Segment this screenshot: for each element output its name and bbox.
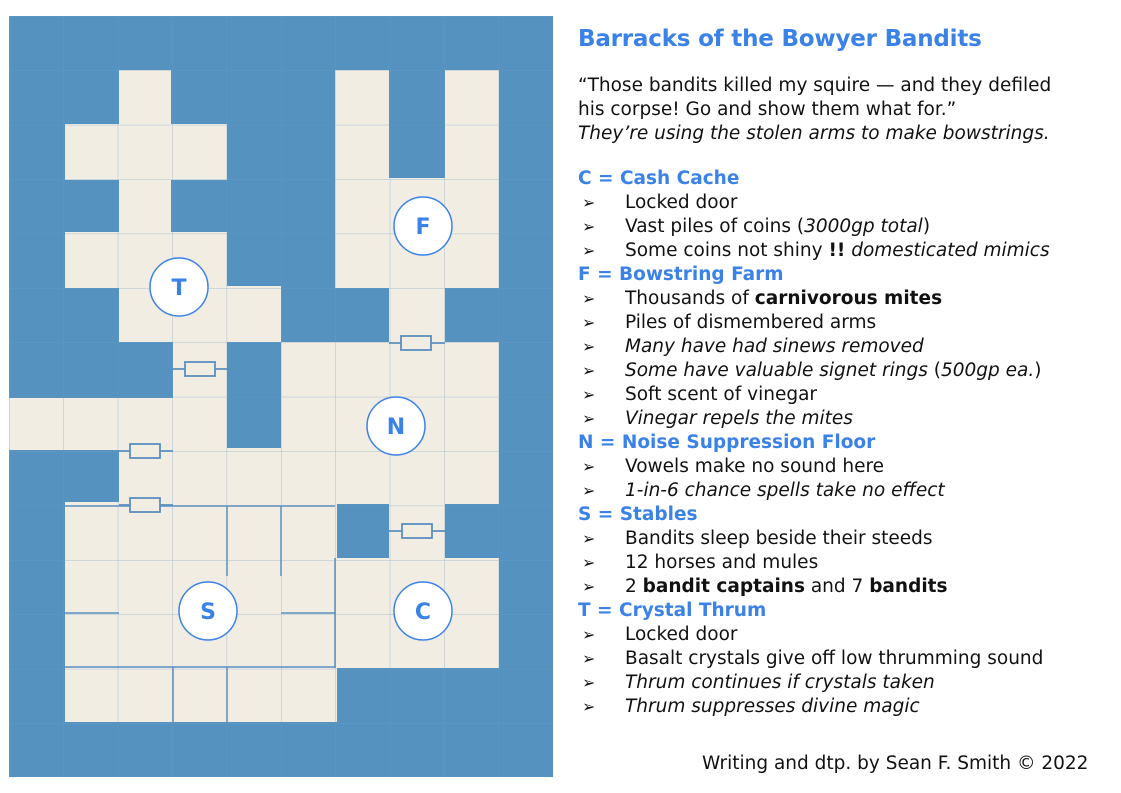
page-title: Barracks of the Bowyer Bandits [578,26,982,52]
svg-text:T: T [171,276,187,301]
arrow-bullet-icon: ➢ [582,529,596,548]
arrow-bullet-icon: ➢ [582,673,596,692]
list-item: ➢ Thrum suppresses divine magic [582,696,920,717]
section-noise-suppression [578,431,1113,503]
key-panel [578,26,1113,719]
arrow-bullet-icon: ➢ [582,361,596,380]
section-heading: S = Stables [578,504,698,525]
room-label-n [367,397,425,455]
list-item: ➢ Basalt crystals give off low thrumming sound [582,648,1044,669]
section-heading: F = Bowstring Farm [578,264,784,285]
room-label-c [394,582,452,640]
list-item: ➢ Piles of dismembered arms [582,312,877,333]
svg-text:C: C [414,600,432,625]
list-item: ➢ Vinegar repels the mites [582,408,853,429]
list-item: ➢ Vowels make no sound here [582,456,885,477]
list-item: ➢ Thousands of carnivorous mites [582,288,943,309]
svg-text:S: S [200,600,216,625]
list-item: ➢ Many have had sinews removed [582,336,924,357]
section-heading: T = Crystal Thrum [578,600,767,621]
list-item: ➢ Some have valuable signet rings (500gp ea.) [582,360,1042,381]
map-grid [9,16,553,777]
list-item: ➢ Soft scent of vinegar [582,384,818,405]
list-item: ➢ Bandits sleep beside their steeds [582,528,933,549]
section-cash-cache [578,167,1113,263]
arrow-bullet-icon: ➢ [582,697,596,716]
arrow-bullet-icon: ➢ [582,337,596,356]
arrow-bullet-icon: ➢ [582,217,596,236]
arrow-bullet-icon: ➢ [582,577,596,596]
section-heading: C = Cash Cache [578,168,740,189]
quote-line-2: his corpse! Go and show them what for.” [578,99,957,120]
arrow-bullet-icon: ➢ [582,409,596,428]
credit-line: Writing and dtp. by Sean F. Smith © 2022 [702,753,1089,774]
svg-text:F: F [415,215,431,240]
svg-text:N: N [386,415,406,440]
room-label-t [150,258,208,316]
list-item: ➢ Some coins not shiny !! domesticated mimics [582,240,1050,261]
arrow-bullet-icon: ➢ [582,481,596,500]
list-item: ➢ Thrum continues if crystals taken [582,672,935,693]
quote-line-1: “Those bandits killed my squire — and they defiled [578,75,1052,96]
section-bowstring-farm [578,263,1113,431]
list-item: ➢ Locked door [582,192,738,213]
arrow-bullet-icon: ➢ [582,289,596,308]
room-label-s [179,582,237,640]
room-label-f [394,197,452,255]
arrow-bullet-icon: ➢ [582,625,596,644]
section-heading: N = Noise Suppression Floor [578,432,876,453]
list-item: ➢ 2 bandit captains and 7 bandits [582,576,948,597]
flavor-text: They’re using the stolen arms to make bowstrings. [578,123,1050,144]
list-item: ➢ 12 horses and mules [582,552,819,573]
arrow-bullet-icon: ➢ [582,241,596,260]
list-item: ➢ 1-in-6 chance spells take no effect [582,480,945,501]
arrow-bullet-icon: ➢ [582,385,596,404]
list-item: ➢ Locked door [582,624,738,645]
arrow-bullet-icon: ➢ [582,313,596,332]
arrow-bullet-icon: ➢ [582,193,596,212]
section-stables [578,503,1113,599]
arrow-bullet-icon: ➢ [582,649,596,668]
dungeon-map [9,16,553,777]
list-item: ➢ Vast piles of coins (3000gp total) [582,216,931,237]
section-crystal-thrum [578,599,1113,719]
arrow-bullet-icon: ➢ [582,457,596,476]
arrow-bullet-icon: ➢ [582,553,596,572]
